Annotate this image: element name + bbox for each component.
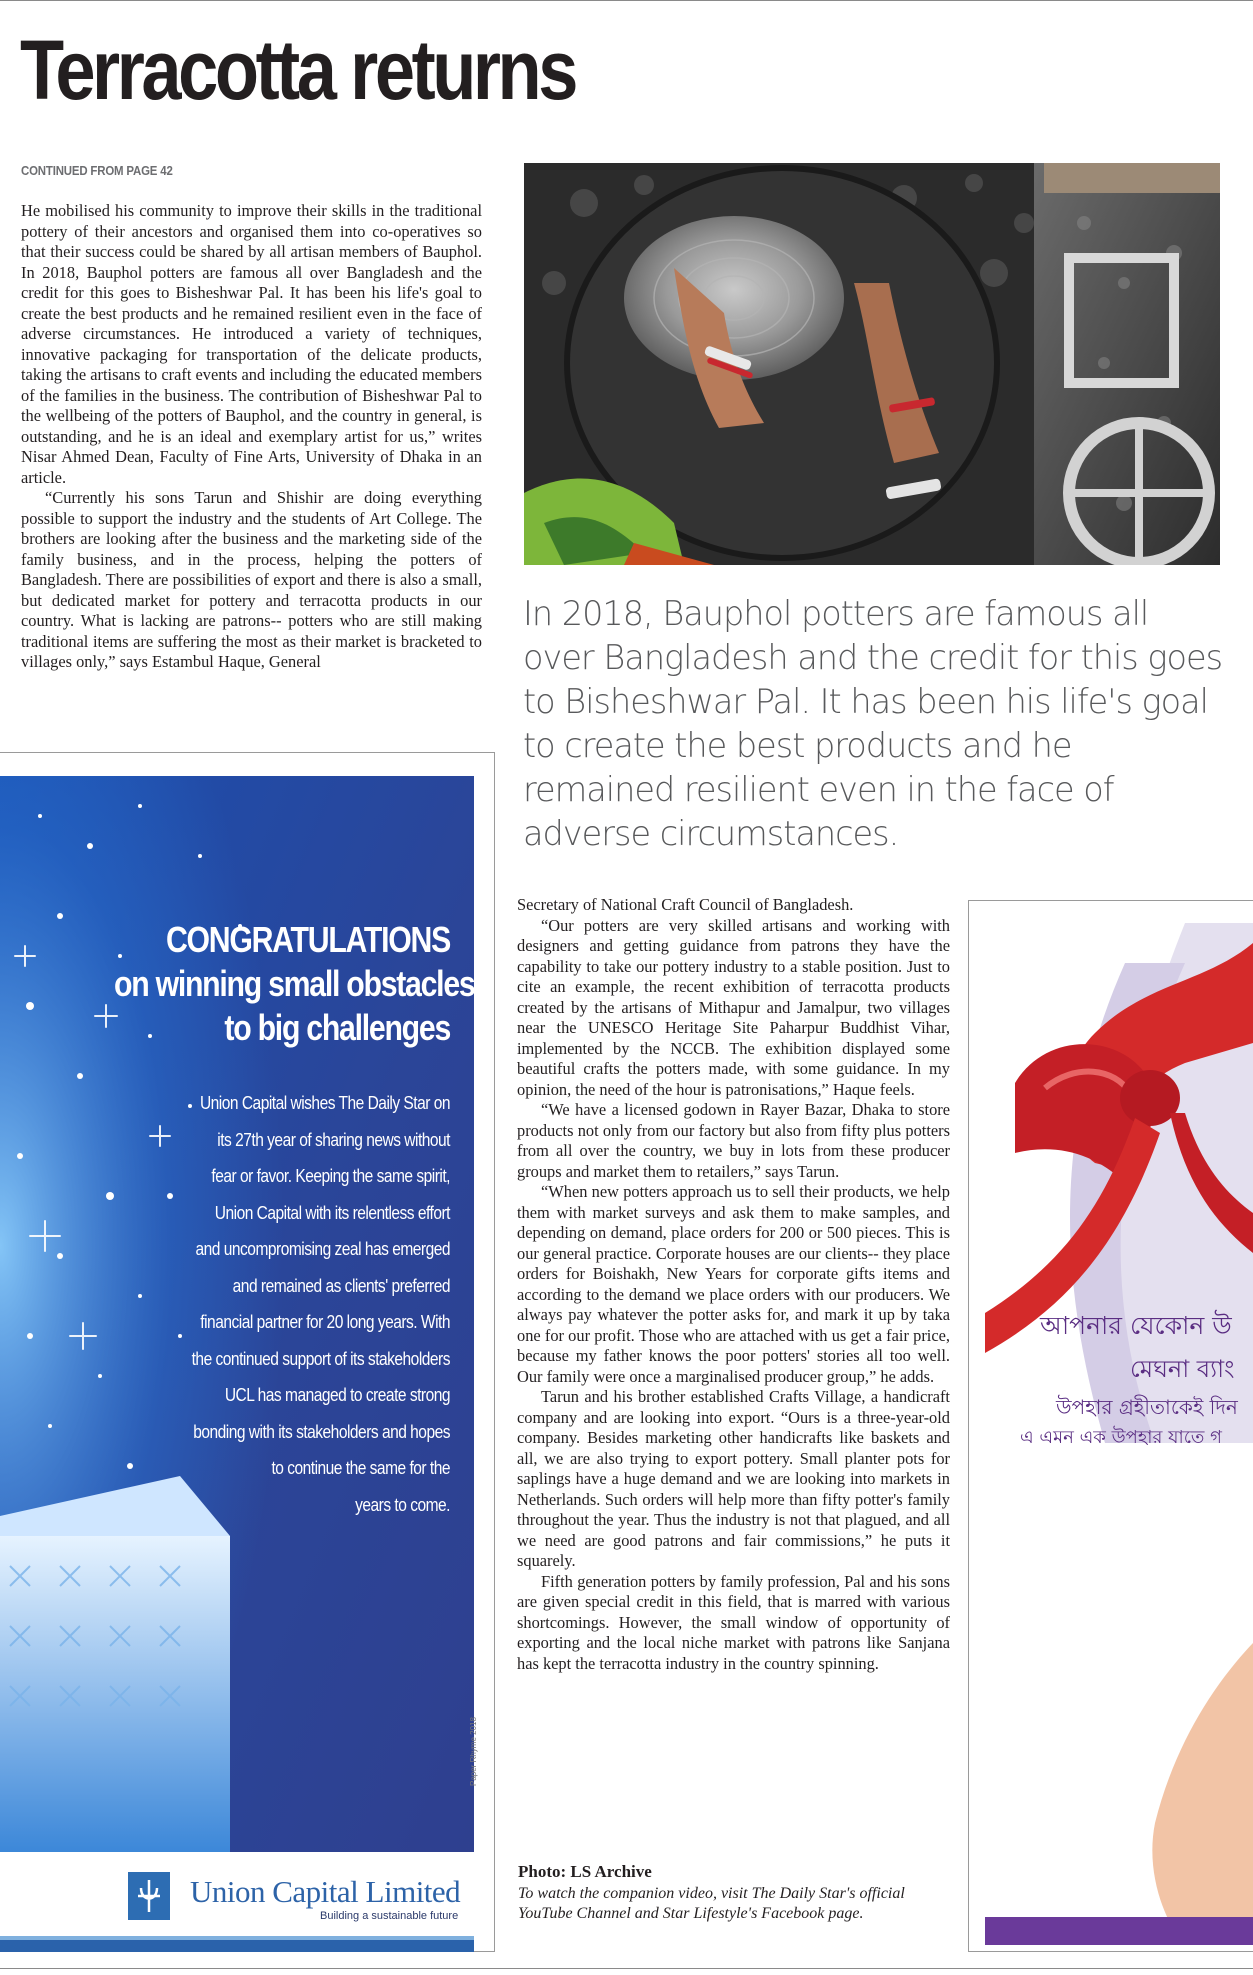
union-capital-ad: [0, 776, 474, 1952]
article-paragraph: “Currently his sons Tarun and Shishir are doing everything possible to support the industry and the students of Art College. The brothers are looking after the business and the marketing side of the family business, and in the process, helping the potters of Bangladesh. There are possibilities of export and there is also a small, but dedicated market for pottery and terracotta products in our country. What is lacking are patrons-- potters who are still making traditional items are suffering the most as their market is bracketed to villages only,” says Estambul Haque, General: [21, 488, 482, 671]
union-ad-body-line: bonding with its stakeholders and hopes: [193, 1420, 450, 1442]
union-ad-body: [120, 1085, 450, 1523]
union-ad-body-line: financial partner for 20 long years. With: [200, 1311, 450, 1332]
union-ad-body-line: Union Capital with its relentless effort: [214, 1201, 450, 1223]
article-paragraph: Tarun and his brother established Crafts Village, a handicraft company and are looking into export. “Ours is a three-year-old company. Besides marketing other handicrafts like baskets and all, we are also trying to export pottery. Small planter pots for saplings have a huge demand and we are looking into markets in Netherlands. Such orders will help more than fifty potter's family throughout the year. Thus the industry is not that plagued, and all we need are good patrons and fair commissions,” he puts it squarely.: [517, 1387, 950, 1570]
ad-agency-credit: Paper Rhyme 2018: [469, 1717, 478, 1786]
continued-from-label: CONTINUED FROM PAGE 42: [21, 163, 173, 178]
union-ad-body-line: its 27th year of sharing news without: [217, 1128, 450, 1150]
top-rule: [0, 0, 1253, 1]
pull-quote: In 2018, Bauphol potters are famous all over Bangladesh and the credit for this goes to Bisheshwar Pal. It has been his life's goal to create the best products and he remained resilient even in the face of adverse circumstances.: [523, 594, 1223, 853]
union-capital-tagline: Building a sustainable future: [320, 1910, 459, 1922]
article-paragraph: Secretary of National Craft Council of Bangladesh.: [517, 895, 854, 914]
potter-hands-image: [524, 163, 1220, 565]
article-paragraph: Fifth generation potters by family profession, Pal and his sons are given special credit in this field, that is marred with various shortcomings. However, the small window of opportunity of exporting and the local niche market with patrons like Sanjana has kept the terracotta industry in the country spinning.: [517, 1571, 950, 1673]
union-ad-body-line: and remained as clients' preferred: [232, 1274, 450, 1296]
union-ad-body-line: the continued support of its stakeholders: [191, 1347, 450, 1369]
article-headline: Terracotta returns: [20, 23, 575, 117]
article-paragraph: He mobilised his community to improve their skills in the traditional pottery of their ancestors and organised them into co-operatives so that their success could be shared by all artisan members of Bauphol. In 2018, Bauphol potters are famous all over Bangladesh and the credit for this goes to Bisheshwar Pal. It has been his life's goal to create the best products and he remained resilient even in the face of adverse circumstances. He introduced a variety of techniques, innovative packaging for transportation of the delicate products, taking the artisans to craft events and including the educated members of the families in the business. The contribution of Bisheshwar Pal to the wellbeing of the potters of Bauphol, and the country in general, is outstanding, and he is an ideal and exemplary artist for us,” writes Nisar Ahmed Dean, Faculty of Fine Arts, University of Dhaka in an article.: [21, 201, 482, 487]
footer-stripe: [0, 1940, 474, 1952]
article-paragraph: “Our potters are very skilled artisans and working with designers and getting guidance from patrons they have the capability to take our pottery industry to a stable position. Just to cite an example, the recent exhibition of terracotta products created by the artisans of Mithapur and Jamalpur, two villages near the UNESCO Heritage Site Paharpur Buddhist Vihar, implemented by the NCCB. The exhibition displayed some beautiful crafts the potters made, with some guidance. In my opinion, the need of the hour is patronisations,” Haque feels.: [517, 915, 950, 1099]
article-column-left: [21, 201, 482, 729]
union-ad-headline-line: to big challenges: [224, 1007, 450, 1048]
bank-ad-line: মেঘনা ব্যাং: [1130, 1355, 1235, 1383]
union-ad-headline-line: CONGRATULATIONS: [165, 919, 451, 960]
bank-ad: [985, 923, 1253, 1945]
union-capital-name: Union Capital Limited: [190, 1874, 461, 1909]
union-ad-headline: [50, 918, 474, 1050]
article-paragraph: “We have a licensed godown in Rayer Bazar, Dhaka to store products not only from our factory but also from fifty plus potters from all over the country, we buy in lots from these producer groups and market them to retailers,” says Tarun.: [517, 1100, 950, 1181]
pottery-photo: [524, 163, 1220, 565]
bank-ad-line: আপনার যেকোন উ: [1040, 1311, 1232, 1340]
union-ad-footer: [0, 1852, 474, 1952]
union-ad-body-line: Union Capital wishes The Daily Star on: [199, 1092, 450, 1113]
bank-ad-line: উপহার গ্রহীতাকেই দিন: [1056, 1395, 1238, 1419]
union-capital-logo-icon: [128, 1872, 170, 1920]
union-ad-body-line: and uncompromising zeal has emerged: [195, 1238, 450, 1259]
video-note: To watch the companion video, visit The Daily Star's official YouTube Channel and Star Lifestyle's Facebook page.: [518, 1885, 905, 1922]
union-capital-logo: [128, 1872, 170, 1920]
union-ad-body-line: UCL has managed to create strong: [224, 1384, 450, 1405]
union-ad-headline-line: on winning small obstacles: [114, 963, 474, 1004]
union-ad-body-line: fear or favor. Keeping the same spirit,: [211, 1165, 450, 1186]
union-ad-body-line: to continue the same for the: [271, 1457, 450, 1478]
article-paragraph: “When new potters approach us to sell their products, we help them with market surveys and ask them to make samples, and depending on demand, place orders for 200 or 500 pieces. This is our general practice. Corporate houses are our clients-- they place orders for Boishakh, New Years for corporate gifts items and according to the demand we place orders with our producers. We always pay whatever the potter asks for, and mark it up by taka one for our profit. Those who are attached with us get a fair price, because my father knows the poor potters' stories all too well. Our family were once a marginalised producer group,” he adds.: [517, 1182, 950, 1386]
bottom-rule: [0, 1968, 1253, 1969]
bank-ad-line: এ এমন এক উপহার যাতে গ: [1020, 1427, 1222, 1448]
union-ad-body-line: years to come.: [355, 1493, 450, 1515]
photo-credit: Photo: LS Archive: [518, 1862, 652, 1881]
article-column-middle: [517, 895, 950, 1845]
